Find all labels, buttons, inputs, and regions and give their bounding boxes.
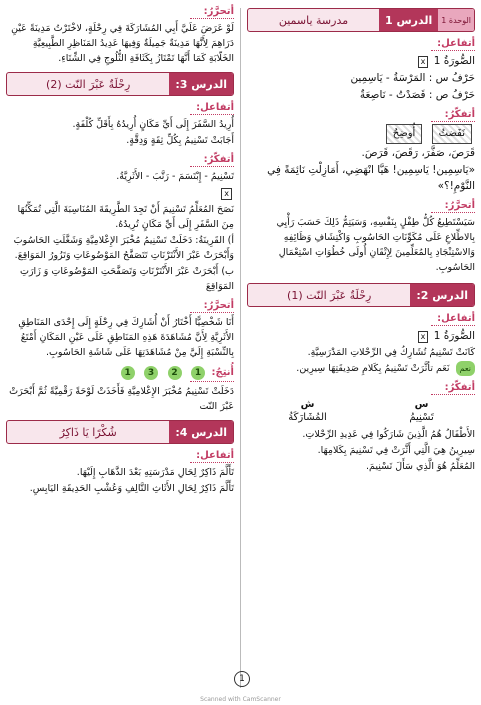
image-line <box>247 53 475 69</box>
lesson-title: شُكْرًا يَا ذَاكِرُ <box>59 425 117 439</box>
interact-4-a: تَأَلَّمَ ذَاكِرٌ لِحَالِ مَدْرَسَتِهِ بَعْدَ الذَّهَابِ إِلَيْهَا. <box>76 467 234 478</box>
lesson-number: الدرس 2: <box>410 284 474 306</box>
section-guard: أتحرَّرُ: <box>6 300 234 313</box>
yes-pill: نعم <box>456 361 475 376</box>
grid-header: ش <box>300 399 315 410</box>
interact-2-b-text: نَعَم تأثَّرَتْ تَسْنِيمُ بِكَلامِ صَدِيقَتِهَا سِيرِين. <box>296 363 450 374</box>
interact-2-a: كَانَتْ تَسْنِيمُ تُشَارِكُ فِي الرِّحْلاتِ المَدْرَسِيَّةِ. <box>307 347 475 358</box>
lesson-4-header <box>6 420 234 444</box>
page-number: 1 <box>234 671 250 687</box>
checkbox-mark: x <box>418 56 429 68</box>
letter-line-1: حَرْفُ س : المَرْسَةُ - يَاسِمِين <box>350 72 475 84</box>
interact-3-b: أَجَابَتْ تَسْنِيمُ بِكُلِّ ثِقَةٍ وَدِقَّةٍ. <box>126 135 234 146</box>
order-bubble: 1 <box>191 366 205 380</box>
think-3-c: ب) أَبْحَرَتْ عَبْرَ الأَنْتَرْنَاتِ وَتَصَفَّحَتِ المَوْضُوعَاتِ وَ زَارَتِ المَوَاقِعَ <box>20 266 234 292</box>
checkbox-mark: x <box>221 188 232 200</box>
think-3-words: تَسْنِيمُ - إِبْتَسَمَ - رَتَّبَ - الأَثَرِيَّةُ. <box>116 171 234 182</box>
think-3-a: نَصَحَ المُعَلِّمُ تَسْنِيمَ أَنْ تَجِدَ الطَّرِيقَةَ المُنَاسِبَةَ الَّتِي تُمَكِّنُهَا مِنَ السَّفَرِ إِلَى أَيِّ مَكَانٍ تُرِيدُهُ. <box>17 204 234 230</box>
guard-paragraph: سَيَسْتَطِيعُ كُلُّ طِفْلٍ بِنَفْسِهِ، وَسَيَتِمُّ ذَلِكَ حَسَبَ رَأْيِي بِالاطِّلاعِ عَلَى مُكَوِّنَاتِ الحَاسُوبِ وَاكْتِشَافِ وَظَائِفِهِ وَالاسْتِنْجَادِ بِالمُعَلِّمِينَ لِإِتْقَانِ أُولَى خُطُوَاتِ اسْتِعْمَالِ الحَاسُوبِ. <box>276 217 475 273</box>
grid-cell: المُشَارَكَةُ <box>288 412 327 423</box>
lesson-1-header <box>247 8 475 32</box>
lesson-title: مدرسة ياسمين <box>278 13 349 27</box>
word-list: قَرَصَ، صَفَّرَ، رَقَصَ، قَرَصَ. <box>361 147 475 159</box>
section-interact: أتفاعل: <box>247 313 475 326</box>
lesson-title: رِحْلَةٌ عَبْرَ النّت (2) <box>46 77 131 91</box>
guard-3-paragraph: أَنَا شَخْصِيًّا أَخْتَارُ أَنْ أُشَارِكَ فِي رِحْلَةٍ إِلَى إِحْدَى المَنَاطِقِ الأَثَرِيَّةِ لِأَنَّ مُشَاهَدَةَ هَذِهِ المَنَاطِقِ عَلَى عَيْنِ المَكَانِ أَمْتَعُ بِالنِّسْبَةِ إِلَيَّ مِنْ مُشَاهَدَتِهَا عَلَى شَاشَةِ الحَاسُوبِ. <box>18 317 234 358</box>
produce-paragraph: دَخَلَتْ تَسْنِيمُ مُخْبَرَ الإِعْلامِيَّةِ فَأَخَذَتْ لَوْحَةً رَقْمِيَّةً ثُمَّ أَبْحَرَتْ عَبْرَ النّت <box>9 386 234 412</box>
produce-label: أُنتِجُ: <box>211 367 234 378</box>
hatch-word-1: نَفَضتُ <box>432 124 472 144</box>
unit-label: الوحدة 1 <box>438 9 474 31</box>
final-line-3: المُعَلِّمُ هُوَ الَّذِي سَأَلَ تَسْنِيمَ. <box>366 461 475 472</box>
grid-cell: تَسْنِيمُ <box>409 412 434 423</box>
section-think: أتفكّرُ: <box>247 382 475 395</box>
lesson-2-header <box>247 283 475 307</box>
final-line-1: الأَطْفَالُ هُمُ الَّذِينَ شَارَكُوا فِي عَدِيدِ الرِّحْلاتِ. <box>302 429 475 440</box>
order-bubble: 3 <box>144 366 158 380</box>
right-column <box>247 6 475 475</box>
guard-0-paragraph: لَوْ عَرَضَ عَلَيَّ أَبِي المُشَارَكَةَ فِي رِحْلَةٍ، لاخْتَرْتُ مَدِينَةً عَيْنِ دَرَاهِمَ لِأَنَّهَا مَدِينَةٌ جَمِيلَةٌ وَفِيهَا عَدِيدُ المَنَاظِرِ الطَّبِيعِيَّةِ الخَلّابَةِ كَمَا أَنَّهَا تَمْتَازُ بِكَثَافَةِ الثُّلُوجِ فِي الشِّتَاءِ. <box>11 23 234 64</box>
order-bubble: 2 <box>168 366 182 380</box>
lesson-number: الدرس 3: <box>169 73 233 95</box>
grid-col-2 <box>288 399 327 423</box>
lesson-number: الدرس 4: <box>169 421 233 443</box>
section-guard: أتحرَّرُ: <box>247 200 475 213</box>
column-divider <box>240 8 241 688</box>
think-3-box-line <box>6 185 234 201</box>
grid-header: س <box>414 399 429 410</box>
section-interact: أتفاعل: <box>6 102 234 115</box>
hatch-word-2: أُوضِحُ <box>386 124 423 144</box>
final-line-2: سِيرِينُ هِيَ الَّتِي أَثَّرَتْ فِي تَسْنِيمَ بِكَلامِهَا. <box>317 445 475 456</box>
lesson-3-header <box>6 72 234 96</box>
interact-4-b: تَأَلَّمَ ذَاكِرٌ لِحَالِ الأَثَاثِ التَّالِفِ وَعُشْبِ الحَدِيقَةِ اليَابِسِ. <box>29 483 234 494</box>
image-label: الصُّورَةُ 1 <box>433 330 475 342</box>
lesson-number: الدرس 1 <box>379 9 438 31</box>
scanner-watermark: Scanned with CamScanner <box>200 696 281 703</box>
section-think: أتفكّرُ: <box>247 109 475 122</box>
order-bubble: 1 <box>121 366 135 380</box>
section-interact: أتفاعل: <box>6 450 234 463</box>
checkbox-mark: x <box>418 331 429 343</box>
hatch-words <box>247 124 475 144</box>
think-3-b: أ) القَرِينَةُ: دَخَلَتْ تَسْنِيمُ مُخْبَرَ الإِعْلامِيَّةِ وَشَغَّلَتِ الحَاسُوبَ وَأَبْحَرَتْ عَبْرَ الأَنْتَرْنَاتِ تَتَصَفَّحُ المَوْضُوعَاتِ وَتَزُورُ المَوَاقِعَ. <box>13 235 234 261</box>
letter-line-2: حَرْفُ ص : قَصَدْتُ - نَاصِعَةٌ <box>359 89 475 101</box>
lesson-title: رِحْلَةٌ عَبْرَ النّت (1) <box>287 288 372 302</box>
interact-3-a: أُرِيدُ السَّفَرَ إِلَى أَيِّ مَكَانٍ أُرِيدُهُ بِأَقَلِّ كُلْفَةٍ. <box>72 119 234 130</box>
quote-text: «يَاسِمِين! يَاسِمِين! هَيَّا انْهَضِي، أَمَازِلْتِ نَائِمَةً فِي النَّوْمِ!؟» <box>267 164 475 192</box>
left-column <box>6 6 234 497</box>
section-guard: أتحرَّرُ: <box>6 6 234 19</box>
letter-grid <box>247 399 475 423</box>
image-line-2 <box>247 328 475 344</box>
section-produce <box>6 366 234 382</box>
section-interact: أتفاعل: <box>247 38 475 51</box>
section-think: أتفكّرُ: <box>6 154 234 167</box>
grid-col-1 <box>409 399 433 423</box>
interact-2-b <box>247 361 475 376</box>
image-label: الصُّورَةُ 1 <box>433 55 475 67</box>
